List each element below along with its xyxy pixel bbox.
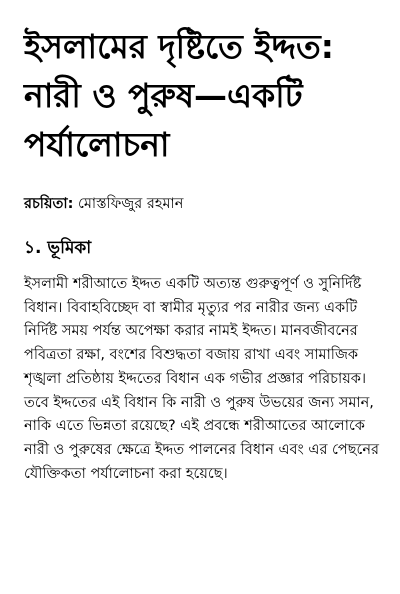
byline — [24, 193, 384, 215]
author-label: রচয়িতা: — [24, 196, 74, 212]
section-heading: ১. ভূমিকা — [24, 238, 92, 258]
body-paragraph: ইসলামী শরীআতে ইদ্দত একটি অত্যন্ত গুরুত্বপূর্ণ ও সুনির্দিষ্ট বিধান। বিবাহবিচ্ছেদ বা স্বামীর মৃত্যুর পর নারীর জন্য একটি নির্দিষ্ট সময় পর্যন্ত অপেক্ষা করার নামই ইদ্দত। মানবজীবনের পবিত্রতা রক্ষা, বংশের বিশুদ্ধতা বজায় রাখা এবং সামাজিক শৃঙ্খলা প্রতিষ্ঠায় ইদ্দতের বিধান এক গভীর প্রজ্ঞার পরিচায়ক। তবে ইদ্দতের এই বিধান কি নারী ও পুরুষ উভয়ের জন্য সমান, নাকি এতে ভিন্নতা রয়েছে? এই প্রবন্ধে শরীআতের আলোকে নারী ও পুরুষের ক্ষেত্রে ইদ্দত পালনের বিধান এবং এর পেছনের যৌক্তিকতা পর্যালোচনা করা হয়েছে। — [24, 276, 379, 482]
article-title: ইসলামের দৃষ্টিতে ইদ্দত: নারী ও পুরুষ—একটি পর্যালোচনা — [24, 27, 334, 164]
author-name: মোস্তফিজুর রহমান — [77, 196, 184, 212]
article — [24, 22, 384, 486]
